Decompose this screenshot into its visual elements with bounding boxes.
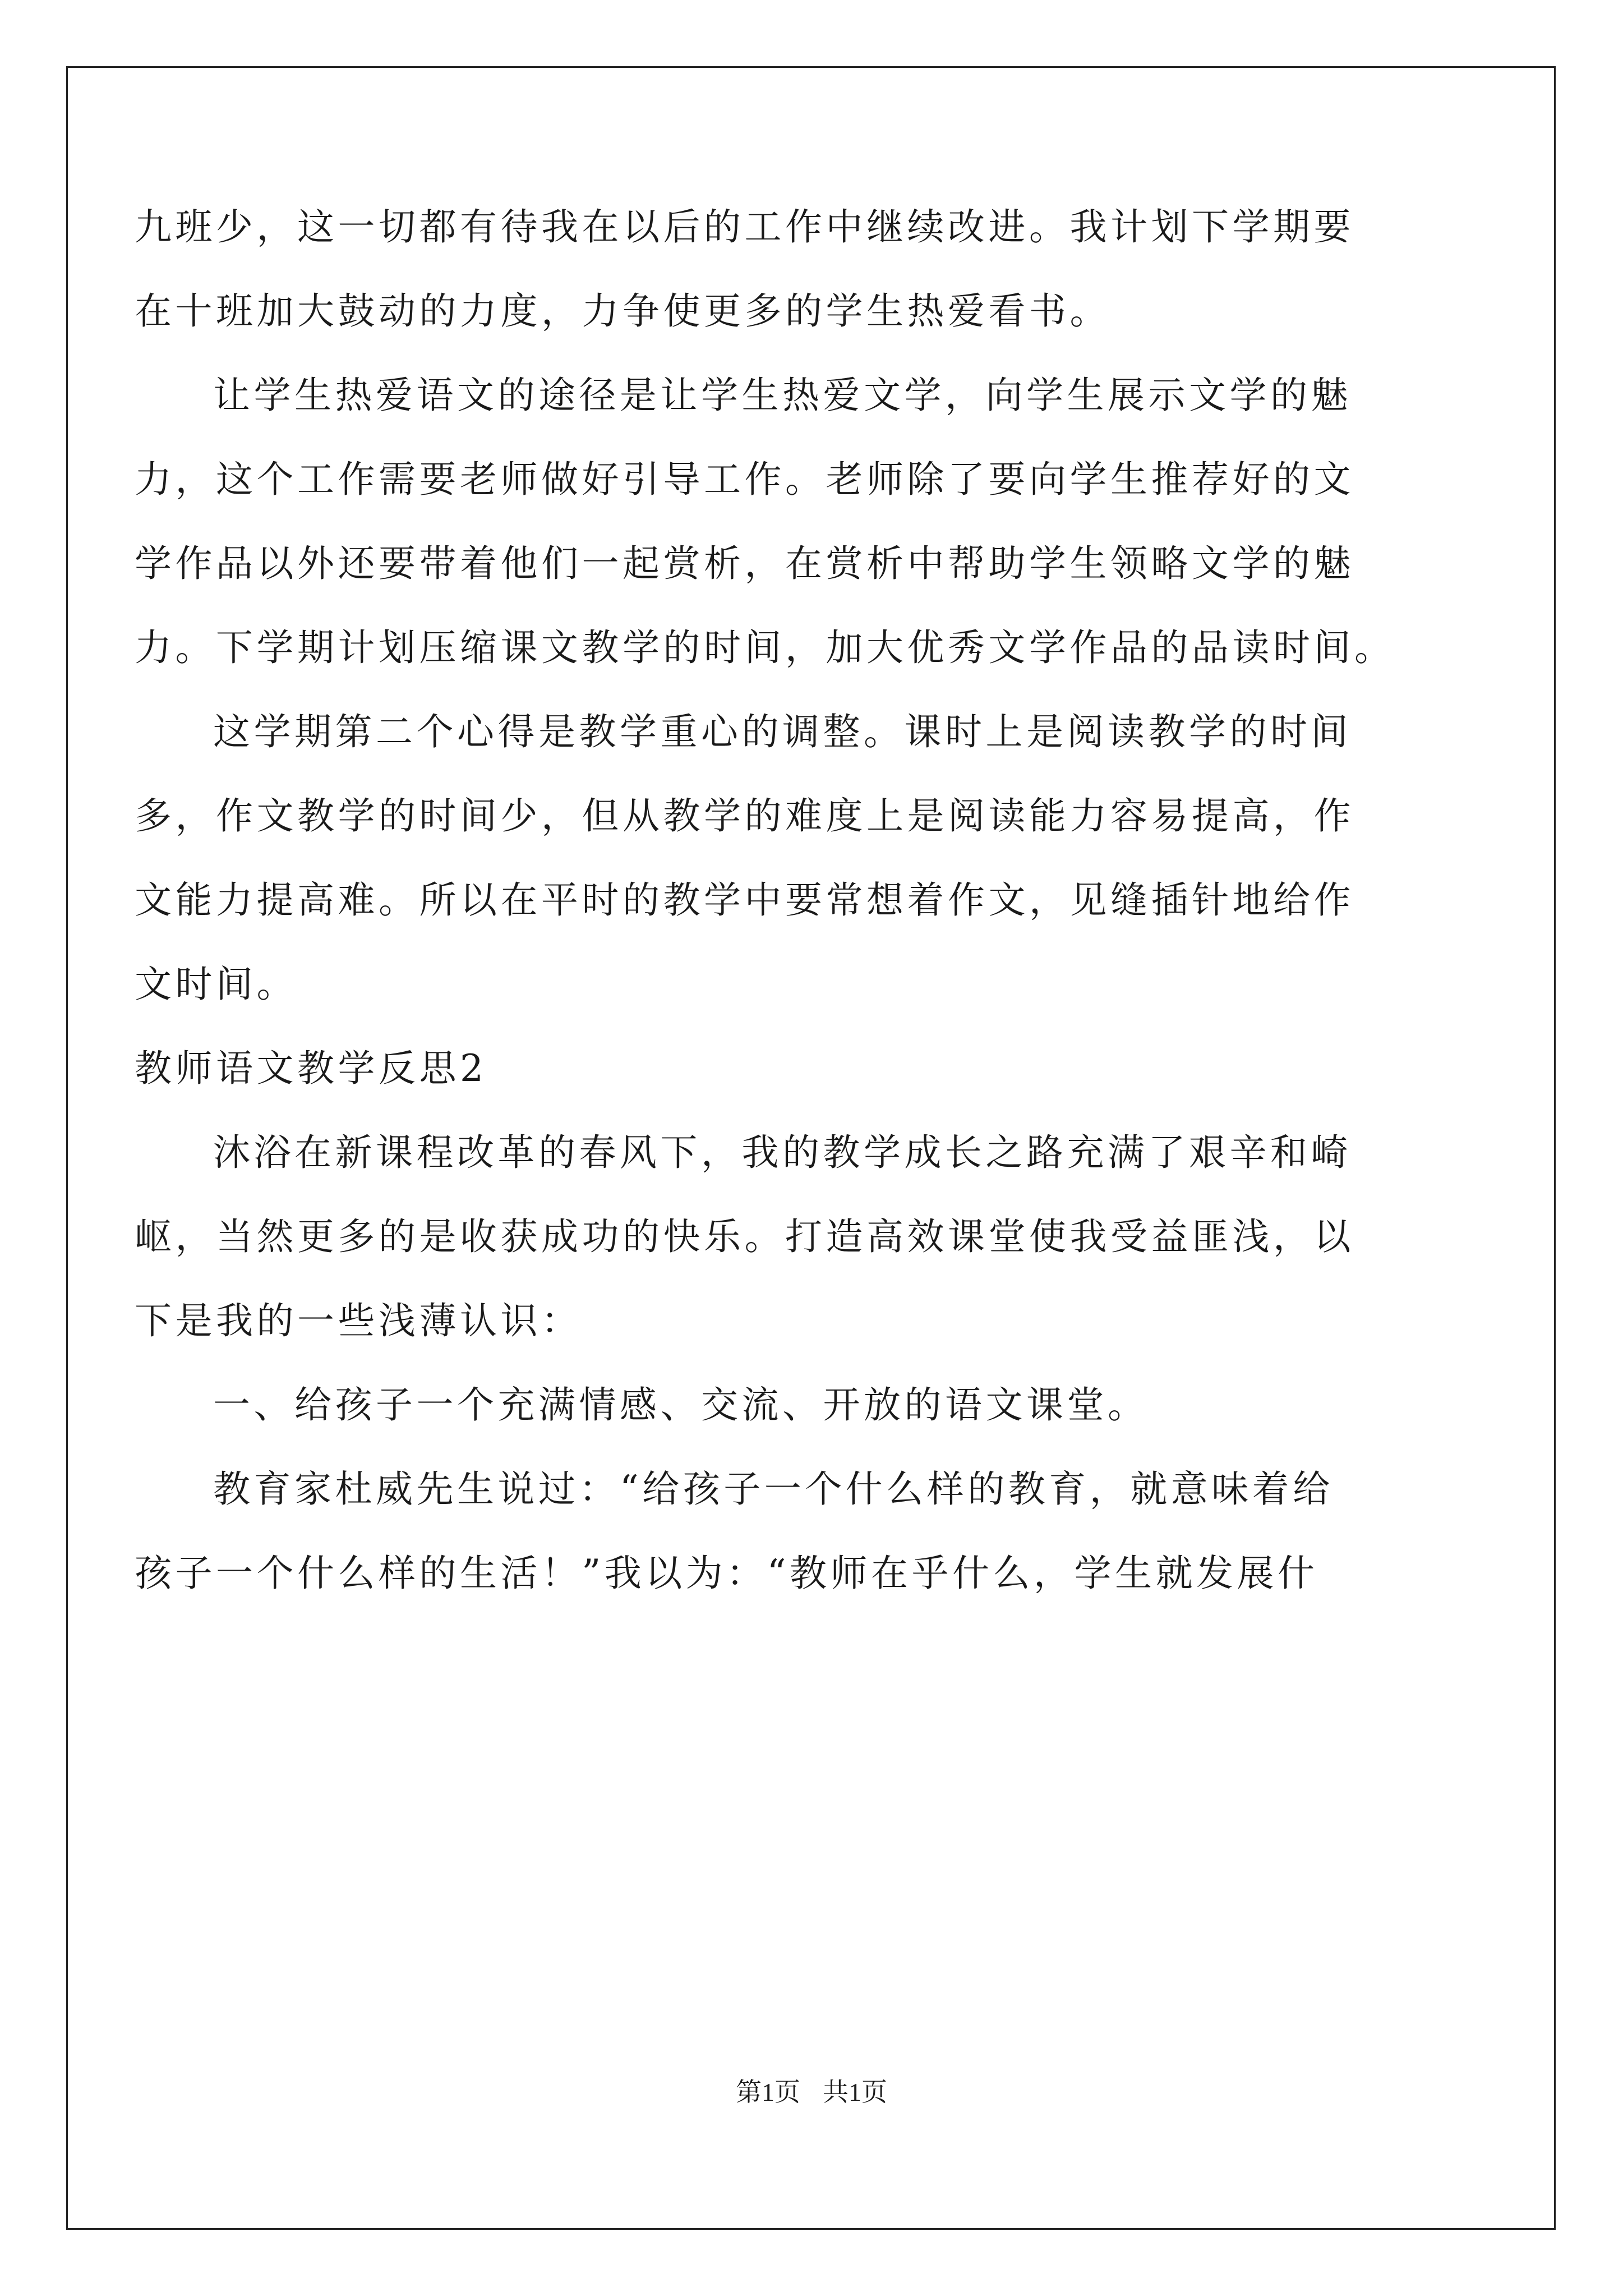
page-total: 共1页 [823, 2078, 887, 2106]
paragraph-start: 让学生热爱语文的途径是让学生热爱文学，向学生展示文学的魅 [213, 374, 1352, 417]
text-line: 在十班加大鼓动的力度，力争使更多的学生热爱看书。 [135, 289, 1110, 333]
paragraph-start: 教育家杜威先生说过：“给孩子一个什么样的教育，就意味着给 [213, 1467, 1334, 1511]
text-line: 力，这个工作需要老师做好引导工作。老师除了要向学生推荐好的文 [135, 458, 1354, 501]
text-line: 下是我的一些浅薄认识： [135, 1299, 582, 1342]
document-body [135, 185, 1492, 1952]
page-number: 第1页 [736, 2078, 800, 2106]
text-line: 九班少，这一切都有待我在以后的工作中继续改进。我计划下学期要 [135, 205, 1354, 249]
paragraph-start: 这学期第二个心得是教学重心的调整。课时上是阅读教学的时间 [213, 710, 1352, 753]
text-line: 多，作文教学的时间少，但从教学的难度上是阅读能力容易提高，作 [135, 794, 1354, 838]
list-item-heading: 一、给孩子一个充满情感、交流、开放的语文课堂。 [213, 1383, 1149, 1427]
text-line: 文时间。 [135, 963, 297, 1006]
paragraph-start: 沐浴在新课程改革的春风下，我的教学成长之路充满了艰辛和崎 [213, 1131, 1352, 1174]
section-heading: 教师语文教学反思2 [135, 1047, 487, 1090]
text-line: 孩子一个什么样的生活！”我以为：“教师在乎什么，学生就发展什 [135, 1552, 1318, 1595]
text-line: 力。下学期计划压缩课文教学的时间，加大优秀文学作品的品读时间。 [135, 626, 1395, 669]
text-line: 学作品以外还要带着他们一起赏析，在赏析中帮助学生领略文学的魅 [135, 542, 1354, 585]
text-line: 岖，当然更多的是收获成功的快乐。打造高效课堂使我受益匪浅，以 [135, 1215, 1354, 1258]
page-footer [0, 2076, 1623, 2109]
text-line: 文能力提高难。所以在平时的教学中要常想着作文，见缝插针地给作 [135, 878, 1354, 922]
